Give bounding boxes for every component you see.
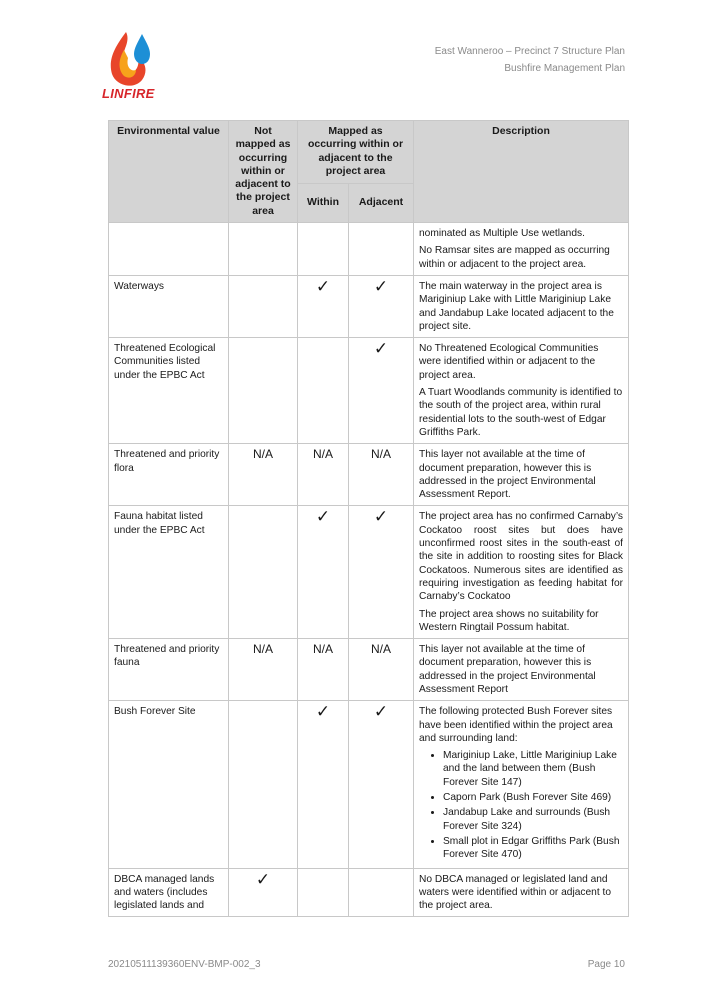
description-text: A Tuart Woodlands community is identified to the south of the project area, within rural residential lots to the south-west of Edgar Griffiths Park. xyxy=(419,387,623,438)
table-row xyxy=(109,701,629,868)
adjacent-cell xyxy=(349,223,414,276)
env-value-cell: Threatened Ecological Communities listed under the EPBC Act xyxy=(109,338,229,444)
col-header-description: Description xyxy=(414,121,629,223)
adjacent-cell: ✓ xyxy=(349,506,414,639)
within-cell: N/A xyxy=(298,639,349,701)
description-cell xyxy=(414,639,629,701)
adjacent-cell: N/A xyxy=(349,444,414,506)
not-mapped-cell xyxy=(229,223,298,276)
bush-forever-site-list xyxy=(419,749,623,861)
col-header-within: Within xyxy=(298,184,349,223)
list-item: • Jandabup Lake and surrounds (Bush Forever Site 324) xyxy=(443,806,623,833)
within-cell: N/A xyxy=(298,444,349,506)
table-row xyxy=(109,506,629,639)
table-row xyxy=(109,639,629,701)
adjacent-cell: N/A xyxy=(349,639,414,701)
table-row xyxy=(109,338,629,444)
env-value-cell: Waterways xyxy=(109,275,229,337)
not-mapped-cell xyxy=(229,701,298,868)
description-text: The main waterway in the project area is Mariginiup Lake with Little Mariginiup Lake and Jandabup Lake located adjacent to the project site. xyxy=(419,280,614,332)
env-value-cell: Bush Forever Site xyxy=(109,701,229,868)
list-item: • Caporn Park (Bush Forever Site 469) xyxy=(443,791,623,804)
col-header-not-mapped: Not mapped as occurring within or adjacent to the project area xyxy=(229,121,298,223)
description-cell xyxy=(414,506,629,639)
header-document-title: Bushfire Management Plan xyxy=(504,63,625,74)
adjacent-cell: ✓ xyxy=(349,338,414,444)
within-cell xyxy=(298,338,349,444)
list-item: • Small plot in Edgar Griffiths Park (Bush Forever Site 470) xyxy=(443,835,623,862)
description-text: This layer not available at the time of document preparation, however this is addressed in the project Environmental Assessment Report xyxy=(419,644,596,695)
within-cell: ✓ xyxy=(298,506,349,639)
description-cell xyxy=(414,868,629,917)
env-value-cell: Fauna habitat listed under the EPBC Act xyxy=(109,506,229,639)
description-cell xyxy=(414,701,629,868)
adjacent-cell: ✓ xyxy=(349,275,414,337)
not-mapped-cell: N/A xyxy=(229,639,298,701)
not-mapped-cell xyxy=(229,275,298,337)
col-header-adjacent: Adjacent xyxy=(349,184,414,223)
within-cell xyxy=(298,223,349,276)
description-text: No Ramsar sites are mapped as occurring within or adjacent to the project area. xyxy=(419,245,610,270)
header-project-title: East Wanneroo – Precinct 7 Structure Plan xyxy=(434,46,625,57)
table-row xyxy=(109,275,629,337)
description-cell xyxy=(414,275,629,337)
env-value-cell: Threatened and priority fauna xyxy=(109,639,229,701)
description-text: No Threatened Ecological Communities were identified within or adjacent to the project area. xyxy=(419,343,599,381)
list-item: • Mariginiup Lake, Little Mariginiup Lake and the land between them (Bush Forever Site 147) xyxy=(443,749,623,789)
description-text: This layer not available at the time of document preparation, however this is addressed in the project Environmental Assessment Report. xyxy=(419,449,596,501)
adjacent-cell: ✓ xyxy=(349,701,414,868)
table-row xyxy=(109,223,629,276)
not-mapped-cell: N/A xyxy=(229,444,298,506)
not-mapped-cell xyxy=(229,506,298,639)
description-text: The project area shows no suitability for Western Ringtail Possum habitat. xyxy=(419,608,599,633)
table-row xyxy=(109,868,629,917)
footer-document-id: 20210511139360ENV-BMP-002_3 xyxy=(108,959,261,970)
description-text: nominated as Multiple Use wetlands. xyxy=(419,228,585,240)
description-text: The following protected Bush Forever sites have been identified within the project area and surrounding land: xyxy=(419,706,613,744)
table-row xyxy=(109,444,629,506)
description-cell xyxy=(414,338,629,444)
adjacent-cell xyxy=(349,868,414,917)
description-cell xyxy=(414,223,629,276)
col-header-mapped: Mapped as occurring within or adjacent to the project area xyxy=(298,121,414,184)
within-cell: ✓ xyxy=(298,701,349,868)
footer-page-number: Page 10 xyxy=(587,959,625,970)
col-header-environmental-value: Environmental value xyxy=(109,121,229,223)
within-cell: ✓ xyxy=(298,275,349,337)
description-text: The project area has no confirmed Carnaby’s Cockatoo roost sites but does have unconfirmed roost sites in the south-east of the site in addition to roosting sites for Black Cockatoos. Numerous sites are identified as requiring investigation as feeding habitat for Carnaby’s Cockatoo xyxy=(419,511,624,603)
not-mapped-cell: ✓ xyxy=(229,868,298,917)
environmental-values-table xyxy=(108,120,629,917)
env-value-cell: Threatened and priority flora xyxy=(109,444,229,506)
within-cell xyxy=(298,868,349,917)
env-value-cell xyxy=(109,223,229,276)
description-cell xyxy=(414,444,629,506)
logo-wordmark: LINFIRE xyxy=(102,86,155,101)
env-value-cell: DBCA managed lands and waters (includes legislated lands and xyxy=(109,868,229,917)
description-text: No DBCA managed or legislated land and waters were identified within or adjacent to the project area. xyxy=(419,873,611,912)
not-mapped-cell xyxy=(229,338,298,444)
